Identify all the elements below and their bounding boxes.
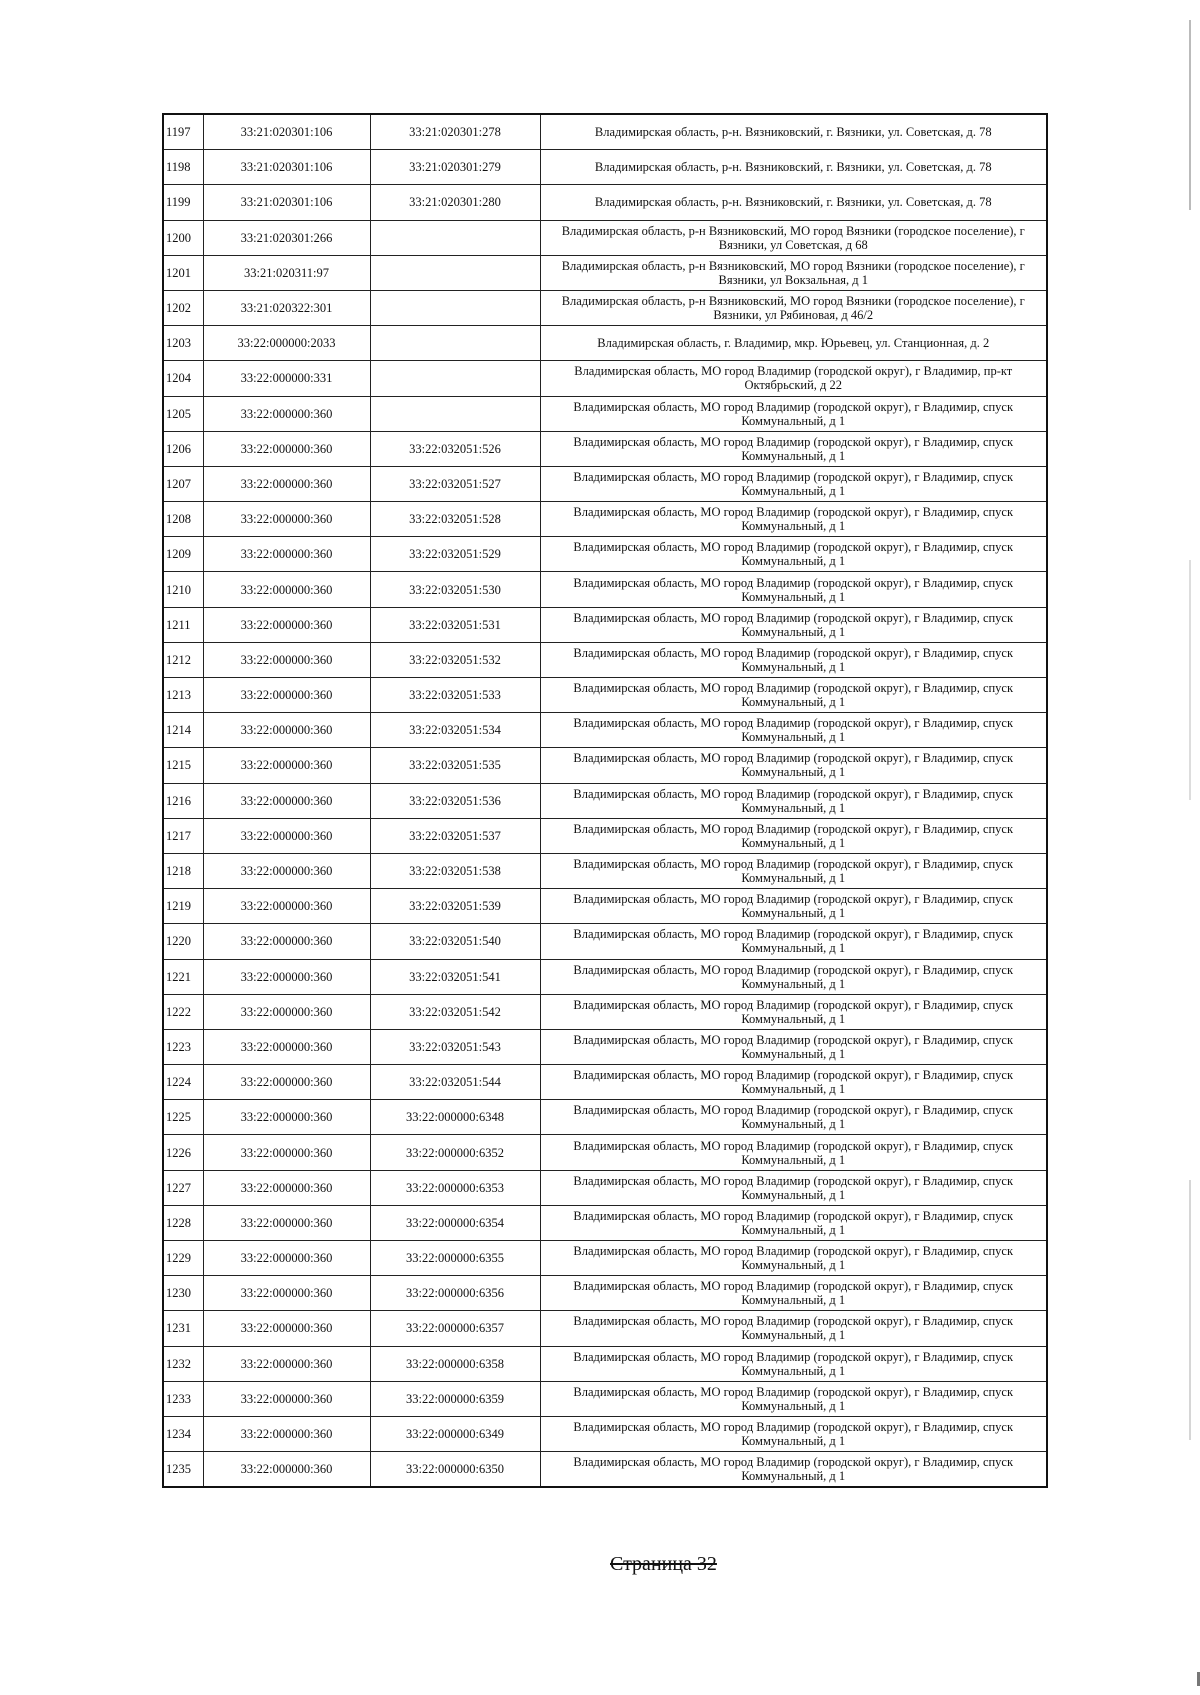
- table-row: [163, 572, 1047, 607]
- address-cell: Владимирская область, МО город Владимир (городской округ), г Владимир, спуск Коммунальный, д 1: [540, 502, 1047, 537]
- row-number-cell: 1205: [163, 396, 203, 431]
- related-cadastral-number-cell: 33:22:032051:543: [370, 1029, 540, 1064]
- related-cadastral-number-cell: 33:22:000000:6355: [370, 1241, 540, 1276]
- cadastral-number-cell: 33:22:000000:360: [203, 1346, 370, 1381]
- address-cell: Владимирская область, МО город Владимир (городской округ), г Владимир, спуск Коммунальный, д 1: [540, 1276, 1047, 1311]
- row-number-cell: 1232: [163, 1346, 203, 1381]
- row-number-cell: 1224: [163, 1065, 203, 1100]
- related-cadastral-number-cell: 33:22:032051:527: [370, 466, 540, 501]
- table-row: [163, 114, 1047, 150]
- table-row: [163, 326, 1047, 361]
- related-cadastral-number-cell: [370, 290, 540, 325]
- scan-margin-line: [1189, 560, 1191, 800]
- related-cadastral-number-cell: 33:22:032051:531: [370, 607, 540, 642]
- related-cadastral-number-cell: 33:22:000000:6358: [370, 1346, 540, 1381]
- address-cell: Владимирская область, МО город Владимир (городской округ), г Владимир, спуск Коммунальный, д 1: [540, 1135, 1047, 1170]
- address-cell: Владимирская область, МО город Владимир (городской округ), г Владимир, спуск Коммунальный, д 1: [540, 994, 1047, 1029]
- row-number-cell: 1203: [163, 326, 203, 361]
- address-cell: Владимирская область, МО город Владимир (городской округ), г Владимир, спуск Коммунальный, д 1: [540, 783, 1047, 818]
- table-row: [163, 185, 1047, 220]
- related-cadastral-number-cell: 33:22:032051:541: [370, 959, 540, 994]
- row-number-cell: 1235: [163, 1452, 203, 1488]
- table-row: [163, 783, 1047, 818]
- address-cell: Владимирская область, МО город Владимир (городской округ), г Владимир, спуск Коммунальный, д 1: [540, 1065, 1047, 1100]
- address-cell: Владимирская область, МО город Владимир (городской округ), г Владимир, спуск Коммунальный, д 1: [540, 924, 1047, 959]
- related-cadastral-number-cell: [370, 255, 540, 290]
- related-cadastral-number-cell: 33:21:020301:279: [370, 150, 540, 185]
- row-number-cell: 1216: [163, 783, 203, 818]
- row-number-cell: 1230: [163, 1276, 203, 1311]
- row-number-cell: 1220: [163, 924, 203, 959]
- table-body: [163, 114, 1047, 1487]
- table-row: [163, 994, 1047, 1029]
- related-cadastral-number-cell: 33:22:032051:530: [370, 572, 540, 607]
- row-number-cell: 1217: [163, 818, 203, 853]
- table-row: [163, 150, 1047, 185]
- cadastral-number-cell: 33:22:000000:360: [203, 1135, 370, 1170]
- table-row: [163, 853, 1047, 888]
- row-number-cell: 1233: [163, 1381, 203, 1416]
- row-number-cell: 1198: [163, 150, 203, 185]
- row-number-cell: 1207: [163, 466, 203, 501]
- address-cell: Владимирская область, МО город Владимир (городской округ), г Владимир, спуск Коммунальный, д 1: [540, 818, 1047, 853]
- cadastral-number-cell: 33:22:000000:360: [203, 1241, 370, 1276]
- address-cell: Владимирская область, р-н. Вязниковский, г. Вязники, ул. Советская, д. 78: [540, 114, 1047, 150]
- row-number-cell: 1202: [163, 290, 203, 325]
- address-cell: Владимирская область, МО город Владимир (городской округ), г Владимир, спуск Коммунальный, д 1: [540, 537, 1047, 572]
- address-cell: Владимирская область, МО город Владимир (городской округ), г Владимир, спуск Коммунальный, д 1: [540, 607, 1047, 642]
- scan-margin-line: [1189, 1180, 1191, 1440]
- row-number-cell: 1229: [163, 1241, 203, 1276]
- table-row: [163, 431, 1047, 466]
- cadastral-number-cell: 33:22:000000:360: [203, 1416, 370, 1451]
- address-cell: Владимирская область, МО город Владимир (городской округ), г Владимир, спуск Коммунальный, д 1: [540, 1416, 1047, 1451]
- related-cadastral-number-cell: 33:22:000000:6352: [370, 1135, 540, 1170]
- row-number-cell: 1234: [163, 1416, 203, 1451]
- table-row: [163, 1381, 1047, 1416]
- table-row: [163, 959, 1047, 994]
- table-row: [163, 748, 1047, 783]
- table-row: [163, 713, 1047, 748]
- cadastral-number-cell: 33:22:000000:360: [203, 1065, 370, 1100]
- cadastral-number-cell: 33:22:000000:360: [203, 502, 370, 537]
- cadastral-number-cell: 33:22:000000:360: [203, 748, 370, 783]
- page-number-footer: Страница 32: [610, 1553, 717, 1575]
- address-cell: Владимирская область, МО город Владимир (городской округ), г Владимир, спуск Коммунальный, д 1: [540, 1311, 1047, 1346]
- cadastral-number-cell: 33:22:000000:360: [203, 607, 370, 642]
- table-row: [163, 466, 1047, 501]
- table-row: [163, 924, 1047, 959]
- related-cadastral-number-cell: 33:22:032051:534: [370, 713, 540, 748]
- row-number-cell: 1215: [163, 748, 203, 783]
- related-cadastral-number-cell: 33:22:032051:542: [370, 994, 540, 1029]
- address-cell: Владимирская область, МО город Владимир (городской округ), г Владимир, спуск Коммунальный, д 1: [540, 889, 1047, 924]
- cadastral-number-cell: 33:21:020322:301: [203, 290, 370, 325]
- address-cell: Владимирская область, МО город Владимир (городской округ), г Владимир, спуск Коммунальный, д 1: [540, 1100, 1047, 1135]
- row-number-cell: 1227: [163, 1170, 203, 1205]
- address-cell: Владимирская область, МО город Владимир (городской округ), г Владимир, спуск Коммунальный, д 1: [540, 959, 1047, 994]
- related-cadastral-number-cell: 33:22:032051:529: [370, 537, 540, 572]
- table-row: [163, 1065, 1047, 1100]
- cadastral-number-cell: 33:22:000000:360: [203, 431, 370, 466]
- row-number-cell: 1200: [163, 220, 203, 255]
- related-cadastral-number-cell: 33:21:020301:280: [370, 185, 540, 220]
- address-cell: Владимирская область, МО город Владимир (городской округ), г Владимир, спуск Коммунальный, д 1: [540, 1346, 1047, 1381]
- address-cell: Владимирская область, МО город Владимир (городской округ), г Владимир, спуск Коммунальный, д 1: [540, 1241, 1047, 1276]
- related-cadastral-number-cell: 33:22:032051:538: [370, 853, 540, 888]
- address-cell: Владимирская область, МО город Владимир (городской округ), г Владимир, спуск Коммунальный, д 1: [540, 1205, 1047, 1240]
- table-row: [163, 1100, 1047, 1135]
- address-cell: Владимирская область, р-н. Вязниковский, г. Вязники, ул. Советская, д. 78: [540, 185, 1047, 220]
- row-number-cell: 1225: [163, 1100, 203, 1135]
- row-number-cell: 1221: [163, 959, 203, 994]
- address-cell: Владимирская область, МО город Владимир (городской округ), г Владимир, спуск Коммунальный, д 1: [540, 1381, 1047, 1416]
- row-number-cell: 1197: [163, 114, 203, 150]
- table-row: [163, 537, 1047, 572]
- address-cell: Владимирская область, МО город Владимир (городской округ), г Владимир, спуск Коммунальный, д 1: [540, 642, 1047, 677]
- related-cadastral-number-cell: 33:22:000000:6359: [370, 1381, 540, 1416]
- address-cell: Владимирская область, МО город Владимир (городской округ), г Владимир, спуск Коммунальный, д 1: [540, 1452, 1047, 1488]
- row-number-cell: 1222: [163, 994, 203, 1029]
- cadastral-number-cell: 33:22:000000:360: [203, 1381, 370, 1416]
- cadastral-number-cell: 33:21:020301:106: [203, 150, 370, 185]
- cadastral-number-cell: 33:22:000000:360: [203, 1276, 370, 1311]
- related-cadastral-number-cell: 33:22:032051:544: [370, 1065, 540, 1100]
- row-number-cell: 1204: [163, 361, 203, 396]
- related-cadastral-number-cell: 33:22:000000:6356: [370, 1276, 540, 1311]
- address-cell: Владимирская область, р-н Вязниковский, МО город Вязники (городское поселение), г Вязники, ул Вокзальная, д 1: [540, 255, 1047, 290]
- cadastral-number-cell: 33:22:000000:360: [203, 853, 370, 888]
- row-number-cell: 1210: [163, 572, 203, 607]
- address-cell: Владимирская область, МО город Владимир (городской округ), г Владимир, спуск Коммунальный, д 1: [540, 466, 1047, 501]
- property-register-table: [162, 113, 1048, 1488]
- cadastral-number-cell: 33:22:000000:360: [203, 889, 370, 924]
- related-cadastral-number-cell: 33:22:032051:537: [370, 818, 540, 853]
- table-row: [163, 642, 1047, 677]
- table-row: [163, 1205, 1047, 1240]
- related-cadastral-number-cell: 33:21:020301:278: [370, 114, 540, 150]
- cadastral-number-cell: 33:21:020311:97: [203, 255, 370, 290]
- cadastral-number-cell: 33:22:000000:360: [203, 572, 370, 607]
- related-cadastral-number-cell: 33:22:032051:532: [370, 642, 540, 677]
- address-cell: Владимирская область, р-н Вязниковский, МО город Вязники (городское поселение), г Вязники, ул Рябиновая, д 46/2: [540, 290, 1047, 325]
- related-cadastral-number-cell: 33:22:000000:6354: [370, 1205, 540, 1240]
- table-row: [163, 1416, 1047, 1451]
- cadastral-number-cell: 33:22:000000:360: [203, 959, 370, 994]
- table-row: [163, 1276, 1047, 1311]
- cadastral-number-cell: 33:21:020301:106: [203, 114, 370, 150]
- row-number-cell: 1201: [163, 255, 203, 290]
- address-cell: Владимирская область, г. Владимир, мкр. Юрьевец, ул. Станционная, д. 2: [540, 326, 1047, 361]
- related-cadastral-number-cell: 33:22:032051:528: [370, 502, 540, 537]
- table-row: [163, 1346, 1047, 1381]
- table-row: [163, 1029, 1047, 1064]
- cadastral-number-cell: 33:22:000000:360: [203, 1170, 370, 1205]
- address-cell: Владимирская область, р-н. Вязниковский, г. Вязники, ул. Советская, д. 78: [540, 150, 1047, 185]
- row-number-cell: 1228: [163, 1205, 203, 1240]
- related-cadastral-number-cell: [370, 396, 540, 431]
- address-cell: Владимирская область, МО город Владимир (городской округ), г Владимир, спуск Коммунальный, д 1: [540, 1170, 1047, 1205]
- related-cadastral-number-cell: 33:22:032051:540: [370, 924, 540, 959]
- row-number-cell: 1212: [163, 642, 203, 677]
- scan-margin-line: [1189, 20, 1191, 210]
- row-number-cell: 1209: [163, 537, 203, 572]
- related-cadastral-number-cell: 33:22:000000:6348: [370, 1100, 540, 1135]
- related-cadastral-number-cell: 33:22:032051:539: [370, 889, 540, 924]
- address-cell: Владимирская область, МО город Владимир (городской округ), г Владимир, спуск Коммунальный, д 1: [540, 678, 1047, 713]
- table-row: [163, 255, 1047, 290]
- table-row: [163, 607, 1047, 642]
- address-cell: Владимирская область, МО город Владимир (городской округ), г Владимир, спуск Коммунальный, д 1: [540, 431, 1047, 466]
- table-row: [163, 889, 1047, 924]
- cadastral-number-cell: 33:22:000000:360: [203, 1452, 370, 1488]
- related-cadastral-number-cell: 33:22:032051:535: [370, 748, 540, 783]
- row-number-cell: 1211: [163, 607, 203, 642]
- cadastral-number-cell: 33:22:000000:360: [203, 1100, 370, 1135]
- cadastral-number-cell: 33:22:000000:360: [203, 642, 370, 677]
- related-cadastral-number-cell: 33:22:000000:6357: [370, 1311, 540, 1346]
- cadastral-number-cell: 33:22:000000:2033: [203, 326, 370, 361]
- cadastral-number-cell: 33:22:000000:360: [203, 783, 370, 818]
- address-cell: Владимирская область, МО город Владимир (городской округ), г Владимир, спуск Коммунальный, д 1: [540, 396, 1047, 431]
- row-number-cell: 1218: [163, 853, 203, 888]
- cadastral-number-cell: 33:22:000000:331: [203, 361, 370, 396]
- cadastral-number-cell: 33:22:000000:360: [203, 678, 370, 713]
- related-cadastral-number-cell: [370, 220, 540, 255]
- address-cell: Владимирская область, МО город Владимир (городской округ), г Владимир, спуск Коммунальный, д 1: [540, 853, 1047, 888]
- table-row: [163, 502, 1047, 537]
- table-row: [163, 1241, 1047, 1276]
- cadastral-number-cell: 33:21:020301:266: [203, 220, 370, 255]
- row-number-cell: 1213: [163, 678, 203, 713]
- cadastral-number-cell: 33:22:000000:360: [203, 537, 370, 572]
- table-row: [163, 1311, 1047, 1346]
- cadastral-number-cell: 33:22:000000:360: [203, 1205, 370, 1240]
- related-cadastral-number-cell: 33:22:032051:536: [370, 783, 540, 818]
- table-row: [163, 290, 1047, 325]
- row-number-cell: 1223: [163, 1029, 203, 1064]
- row-number-cell: 1199: [163, 185, 203, 220]
- cadastral-number-cell: 33:22:000000:360: [203, 924, 370, 959]
- address-cell: Владимирская область, МО город Владимир (городской округ), г Владимир, спуск Коммунальный, д 1: [540, 748, 1047, 783]
- table-row: [163, 1452, 1047, 1488]
- related-cadastral-number-cell: [370, 326, 540, 361]
- cadastral-number-cell: 33:21:020301:106: [203, 185, 370, 220]
- related-cadastral-number-cell: 33:22:000000:6353: [370, 1170, 540, 1205]
- cadastral-number-cell: 33:22:000000:360: [203, 1029, 370, 1064]
- cadastral-number-cell: 33:22:000000:360: [203, 713, 370, 748]
- cadastral-number-cell: 33:22:000000:360: [203, 1311, 370, 1346]
- table-row: [163, 361, 1047, 396]
- row-number-cell: 1219: [163, 889, 203, 924]
- cadastral-number-cell: 33:22:000000:360: [203, 466, 370, 501]
- cadastral-number-cell: 33:22:000000:360: [203, 994, 370, 1029]
- related-cadastral-number-cell: 33:22:032051:526: [370, 431, 540, 466]
- address-cell: Владимирская область, МО город Владимир (городской округ), г Владимир, спуск Коммунальный, д 1: [540, 713, 1047, 748]
- table-row: [163, 1135, 1047, 1170]
- address-cell: Владимирская область, р-н Вязниковский, МО город Вязники (городское поселение), г Вязники, ул Советская, д 68: [540, 220, 1047, 255]
- address-cell: Владимирская область, МО город Владимир (городской округ), г Владимир, спуск Коммунальный, д 1: [540, 1029, 1047, 1064]
- address-cell: Владимирская область, МО город Владимир (городской округ), г Владимир, спуск Коммунальный, д 1: [540, 572, 1047, 607]
- row-number-cell: 1208: [163, 502, 203, 537]
- row-number-cell: 1231: [163, 1311, 203, 1346]
- table-row: [163, 220, 1047, 255]
- row-number-cell: 1226: [163, 1135, 203, 1170]
- address-cell: Владимирская область, МО город Владимир (городской округ), г Владимир, пр-кт Октябрьский, д 22: [540, 361, 1047, 396]
- table-row: [163, 818, 1047, 853]
- row-number-cell: 1214: [163, 713, 203, 748]
- cadastral-number-cell: 33:22:000000:360: [203, 818, 370, 853]
- related-cadastral-number-cell: 33:22:000000:6350: [370, 1452, 540, 1488]
- table-row: [163, 1170, 1047, 1205]
- related-cadastral-number-cell: 33:22:032051:533: [370, 678, 540, 713]
- row-number-cell: 1206: [163, 431, 203, 466]
- cadastral-number-cell: 33:22:000000:360: [203, 396, 370, 431]
- related-cadastral-number-cell: 33:22:000000:6349: [370, 1416, 540, 1451]
- related-cadastral-number-cell: [370, 361, 540, 396]
- table-row: [163, 396, 1047, 431]
- table-row: [163, 678, 1047, 713]
